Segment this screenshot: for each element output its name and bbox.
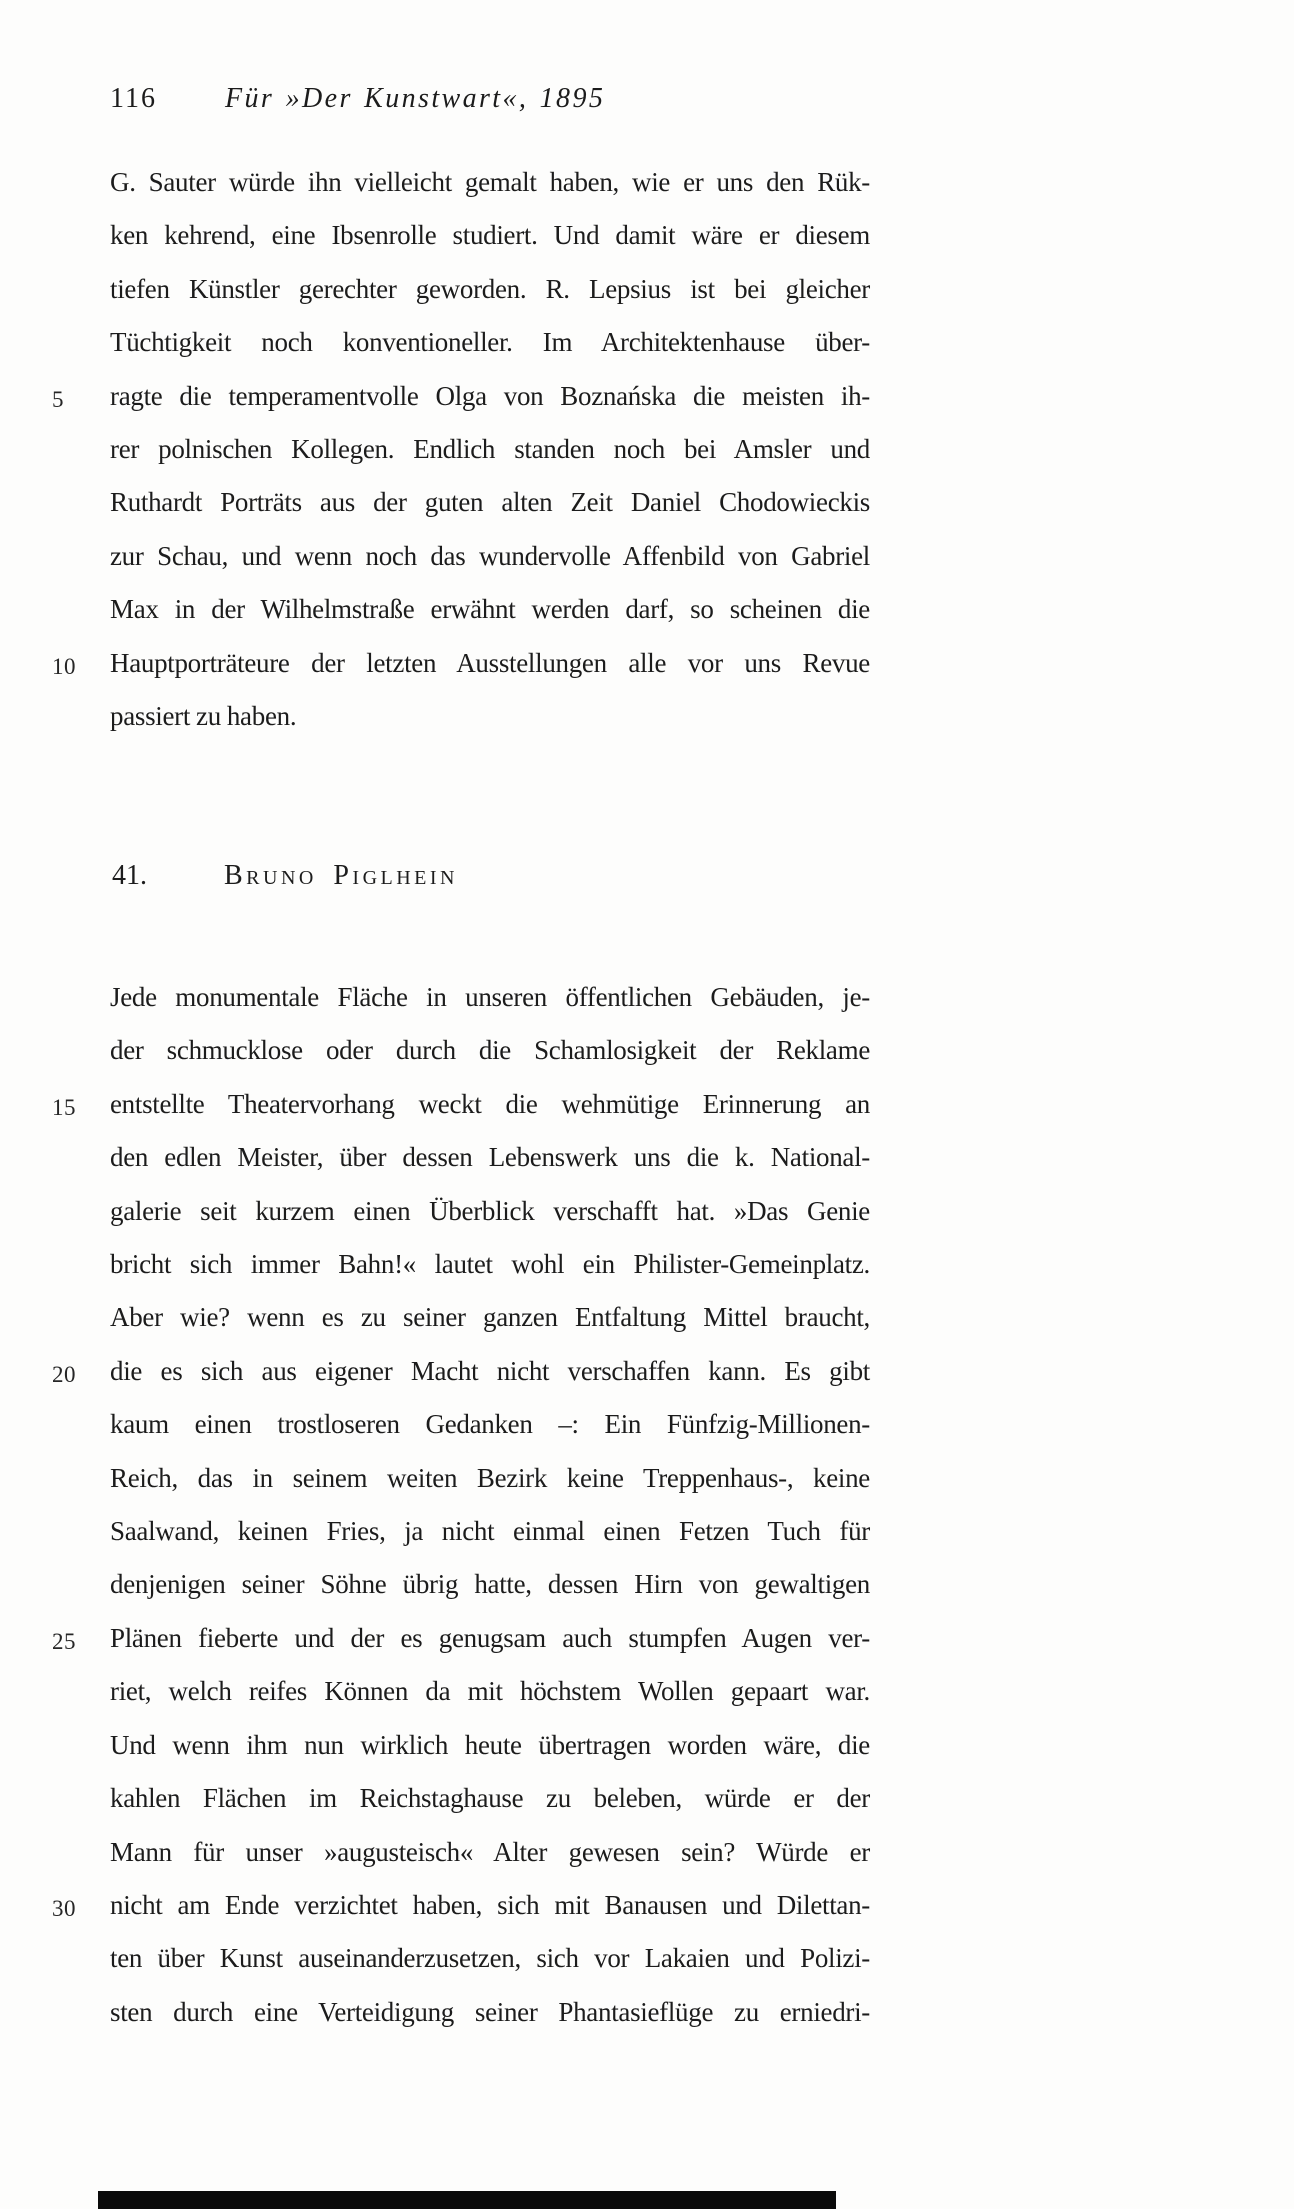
text-line: [52, 1078, 870, 1131]
running-title: Für »Der Kunstwart«, 1895: [225, 83, 606, 114]
line-text: passiert zu haben.: [110, 701, 297, 732]
text-line: [110, 1238, 870, 1291]
line-text: ragte die temperamentvolle Olga von Boznańska die meisten ih-: [110, 380, 870, 411]
line-text: rer polnischen Kollegen. Endlich standen noch bei Amsler und: [110, 434, 870, 465]
text-line: [52, 1612, 870, 1665]
text-line: [110, 1131, 870, 1184]
text-line: [110, 209, 870, 262]
line-text: G. Sauter würde ihn vielleicht gemalt haben, wie er uns den Rük-: [110, 167, 870, 197]
text-line: [110, 1558, 870, 1611]
line-text: Tüchtigkeit noch konventioneller. Im Architektenhause über-: [110, 327, 870, 358]
paragraph-section-41: [52, 971, 870, 2039]
line-text: Mann für unser »augusteisch« Alter gewesen sein? Würde er: [110, 1836, 870, 1867]
line-text: Ruthardt Porträts aus der guten alten Zeit Daniel Chodowieckis: [110, 487, 870, 518]
page-header: [110, 82, 870, 116]
text-line: [52, 637, 870, 690]
line-text: Reich, das in seinem weiten Bezirk keine Treppenhaus-, keine: [110, 1462, 870, 1493]
margin-line-number: 5: [52, 386, 64, 412]
text-line: [110, 1986, 870, 2039]
line-text: Und wenn ihm nun wirklich heute übertragen worden wäre, die: [110, 1729, 870, 1760]
line-text: riet, welch reifes Können da mit höchstem Wollen gepaart war.: [110, 1676, 870, 1707]
line-text: die es sich aus eigener Macht nicht verschaffen kann. Es gibt: [110, 1355, 870, 1386]
margin-line-number: 10: [52, 653, 76, 679]
line-text: Plänen fieberte und der es genugsam auch stumpfen Augen ver-: [110, 1622, 870, 1653]
text-line: [110, 476, 870, 529]
page-number: 116: [110, 83, 157, 114]
line-text: zur Schau, und wenn noch das wundervolle Affenbild von Gabriel: [110, 540, 870, 571]
text-line: [110, 690, 870, 743]
line-text: kahlen Flächen im Reichstaghause zu beleben, würde er der: [110, 1783, 870, 1814]
section-title: Bruno Piglhein: [224, 860, 459, 891]
text-line: [52, 1879, 870, 1932]
margin-line-number: 20: [52, 1361, 76, 1387]
text-line: [110, 1024, 870, 1077]
text-line: [52, 370, 870, 423]
text-line: [110, 1398, 870, 1451]
line-text: entstellte Theatervorhang weckt die wehmütige Erinnerung an: [110, 1088, 870, 1119]
line-text: Max in der Wilhelmstraße erwähnt werden darf, so scheinen die: [110, 594, 870, 625]
line-text: der schmucklose oder durch die Schamlosigkeit der Reklame: [110, 1035, 870, 1066]
text-line: [110, 1826, 870, 1879]
text-line: [110, 1665, 870, 1718]
text-line: [110, 583, 870, 636]
text-line: [110, 423, 870, 476]
text-line: [110, 1505, 870, 1558]
line-text: ten über Kunst auseinanderzusetzen, sich vor Lakaien und Polizi-: [110, 1943, 870, 1974]
line-text: denjenigen seiner Söhne übrig hatte, dessen Hirn von gewaltigen: [110, 1569, 870, 1600]
line-text: nicht am Ende verzichtet haben, sich mit Banausen und Dilettan-: [110, 1889, 870, 1920]
paragraph-continuation: [52, 156, 870, 743]
text-line: [52, 1345, 870, 1398]
line-text: Hauptporträteure der letzten Ausstellungen alle vor uns Revue: [110, 647, 870, 678]
line-text: ken kehrend, eine Ibsenrolle studiert. Und damit wäre er diesem: [110, 220, 870, 251]
text-line: [110, 971, 870, 1024]
text-line: [110, 1719, 870, 1772]
text-line: [110, 316, 870, 369]
text-line: [110, 1932, 870, 1985]
text-line: [110, 1772, 870, 1825]
text-line: [110, 1185, 870, 1238]
line-text: Saalwand, keinen Fries, ja nicht einmal einen Fetzen Tuch für: [110, 1516, 870, 1547]
text-line: [110, 263, 870, 316]
line-text: Aber wie? wenn es zu seiner ganzen Entfaltung Mittel braucht,: [110, 1302, 870, 1333]
section-number: 41.: [112, 860, 147, 891]
line-text: galerie seit kurzem einen Überblick verschafft hat. »Das Genie: [110, 1195, 870, 1226]
text-line: [110, 1291, 870, 1344]
margin-line-number: 30: [52, 1895, 76, 1921]
line-text: sten durch eine Verteidigung seiner Phantasieflüge zu erniedri-: [110, 1996, 870, 2027]
line-text: kaum einen trostloseren Gedanken –: Ein Fünfzig-Millionen-: [110, 1409, 870, 1440]
line-text: bricht sich immer Bahn!« lautet wohl ein Philister-Gemeinplatz.: [110, 1249, 870, 1280]
margin-line-number: 15: [52, 1094, 76, 1120]
line-text: tiefen Künstler gerechter geworden. R. Lepsius ist bei gleicher: [110, 273, 870, 304]
text-line: [110, 530, 870, 583]
section-heading: [110, 856, 870, 896]
line-text: Jede monumentale Fläche in unseren öffentlichen Gebäuden, je-: [110, 982, 870, 1012]
scan-artifact-bar: [98, 2191, 836, 2209]
line-text: den edlen Meister, über dessen Lebenswerk uns die k. National-: [110, 1142, 870, 1173]
margin-line-number: 25: [52, 1628, 76, 1654]
text-line: [110, 156, 870, 209]
text-line: [110, 1452, 870, 1505]
